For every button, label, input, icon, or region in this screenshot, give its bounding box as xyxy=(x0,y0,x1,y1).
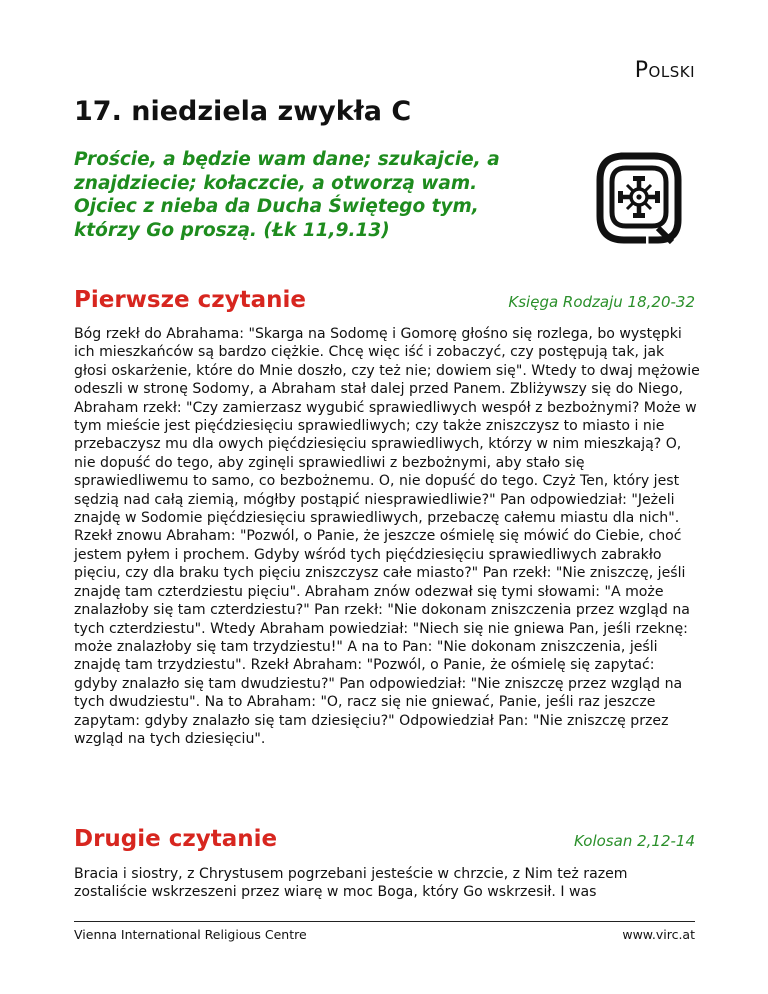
reading1-heading: Pierwsze czytanie xyxy=(74,287,306,313)
reading1-text: Bóg rzekł do Abrahama: "Skarga na Sodomę i Gomorę głośno się rozlega, bo występki ich mieszkańców są bardzo ciężkie. Chcę więc iść i zobaczyć, czy postępują tak, jak głosi oskarżenie, które do Mnie doszło, czy też nie; dowiem się". Wtedy to dwaj mężowie odeszli w stronę Sodomy, a Abraham stał dalej przed Panem. Zbliżywszy się do Niego, Abraham rzekł: "Czy zamierzasz wygubić sprawiedliwych wespół z bezbożnymi? Może w tym mieście jest pięćdziesięciu sprawiedliwych; czy także zniszczysz to miasto i nie przebaczysz mu dla owych pięćdziesięciu sprawiedliwych, którzy w nim mieszkają? O, nie dopuść do tego, aby zginęli sprawiedliwi z bezbożnymi, aby stało się sprawiedliwemu to samo, co bezbożnemu. O, nie dopuść do tego. Czyż Ten, który jest sędzią nad całą ziemią, mógłby postąpić niesprawiedliwie?" Pan odpowiedział: "Jeżeli znajdę w Sodomie pięćdziesięciu sprawiedliwych, przebaczę całemu miastu dla nich". Rzekł znowu Abraham: "Pozwól, o Panie, że jeszcze ośmielę się mówić do Ciebie, choć jestem pyłem i prochem. Gdyby wśród tych pięćdziesięciu sprawiedliwych zabrakło pięciu, czy dla braku tych pięciu zniszczysz całe miasto?" Pan rzekł: "Nie zniszczę, jeśli znajdę tam czterdziestu pięciu". Abraham znów odezwał się tymi słowami: "A może znalazłoby się tam czterdziestu?" Pan rzekł: "Nie dokonam zniszczenia przez wzgląd na tych czterdziestu". Wtedy Abraham powiedział: "Niech się nie gniewa Pan, jeśli rzeknę: może znalazłoby się tam trzydziestu!" A na to Pan: "Nie dokonam zniszczenia, jeśli znajdę tam trzydziestu". Rzekł Abraham: "Pozwól, o Panie, że ośmielę się zapytać: gdyby znalazło się tam dwudziestu?" Pan odpowiedział: "Nie zniszczę przez wzgląd na tych dwudziestu". Na to Abraham: "O, racz się nie gniewać, Panie, jeśli raz jeszcze zapytam: gdyby znalazło się tam dziesięciu?" Odpowiedział Pan: "Nie zniszczę przez wzgląd na tych dziesięciu". xyxy=(74,326,700,747)
motto-quote: Proście, a będzie wam dane; szukajcie, a znajdziecie; kołaczcie, a otworzą wam. Ojciec z nieba da Ducha Świętego tym, którzy Go proszą. (Łk 11,9.13) xyxy=(74,149,500,241)
footer-website: www.virc.at xyxy=(622,927,695,942)
footer-divider xyxy=(74,921,695,922)
reading1-header xyxy=(74,283,695,313)
reading2-reference: Kolosan 2,12-14 xyxy=(573,832,695,850)
footer-organization: Vienna International Religious Centre xyxy=(74,927,307,942)
page-title: 17. niedziela zwykła C xyxy=(74,96,412,127)
reading2-header xyxy=(74,822,695,852)
reading1-reference: Księga Rodzaju 18,20-32 xyxy=(508,293,695,311)
virc-logo-icon xyxy=(594,150,684,246)
reading2-heading: Drugie czytanie xyxy=(74,826,278,852)
language-label: Polski xyxy=(634,58,695,83)
reading2-text: Bracia i siostry, z Chrystusem pogrzebani jesteście w chrzcie, z Nim też razem zostaliście wskrzeszeni przez wiarę w moc Boga, który Go wskrzesił. I was xyxy=(74,866,628,901)
